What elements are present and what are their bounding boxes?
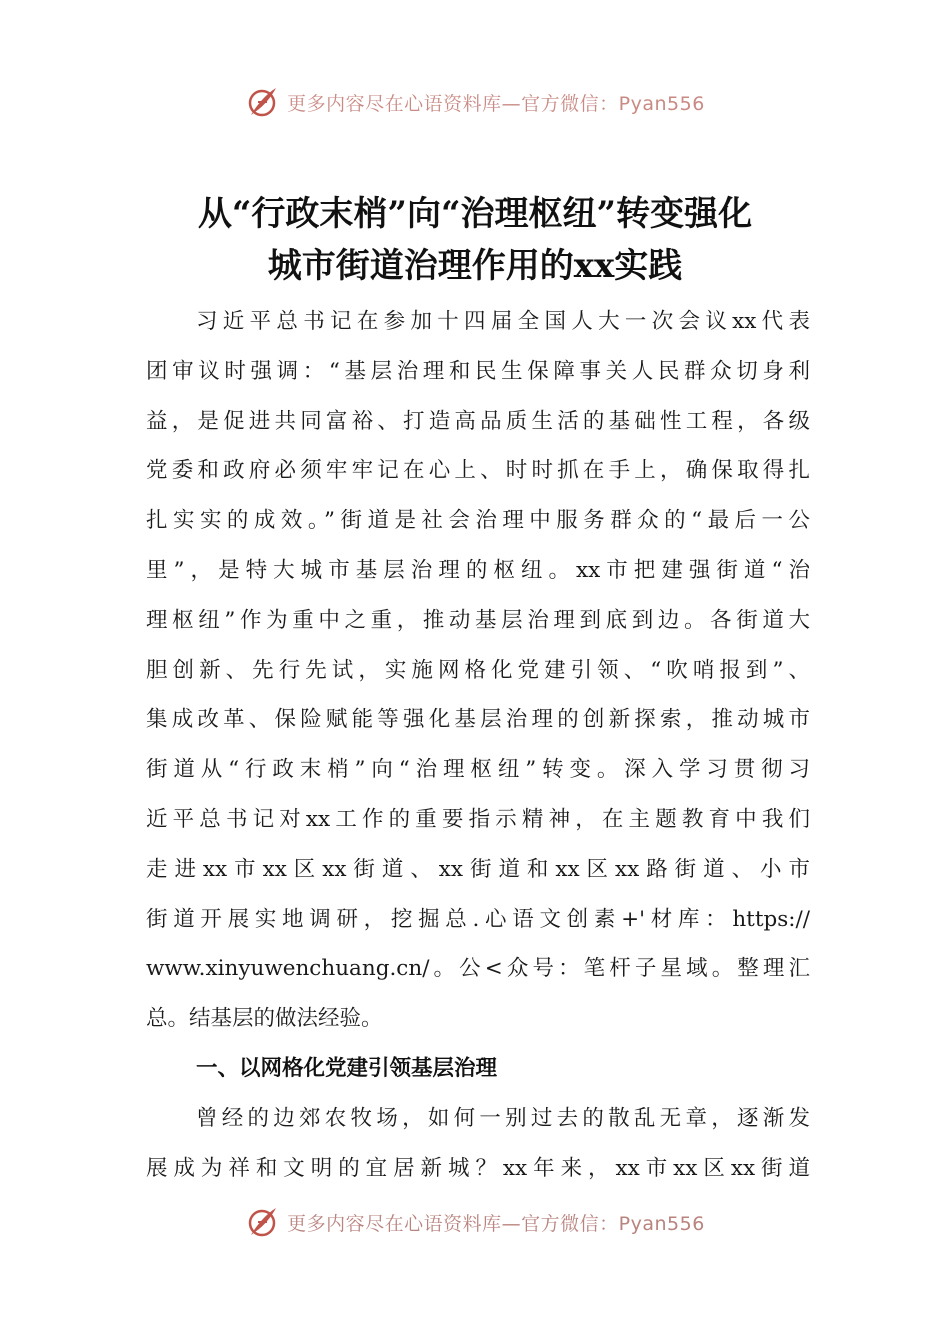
watermark-banner-top [0,80,950,124]
watermark-text: 更多内容尽在心语资料库—官方微信：Pyan556 [287,1212,705,1235]
body-line: 集成改革、保险赋能等强化基层治理的创新探索，推动城市 [146,707,810,733]
body-line: 走进xx市xx区xx街道、xx街道和xx区xx路街道、小市 [146,856,810,882]
body-line: 街道开展实地调研，挖掘总.心语文创素+'材库：https:// [146,906,810,932]
title-line-2: 城市街道治理作用的xx实践 [267,246,683,286]
body-line: 扎实实的成效。”街道是社会治理中服务群众的“最后一公 [146,508,810,534]
body-line: www.xinyuwenchuang.cn/。公<众号：笔杆子星域。整理汇 [146,956,810,982]
document-body [146,297,810,1193]
watermark-text: 更多内容尽在心语资料库—官方微信：Pyan556 [287,92,705,115]
section-heading: 一、以网格化党建引领基层治理 [196,1055,498,1081]
body-line: 展成为祥和文明的宜居新城？xx年来，xx市xx区xx街道 [146,1155,810,1181]
body-line: 里”，是特大城市基层治理的枢纽。xx市把建强街道“治 [146,557,810,583]
body-line: 理枢纽”作为重中之重，推动基层治理到底到边。各街道大 [146,607,810,633]
body-line: 团审议时强调：“基层治理和民生保障事关人民群众切身利 [146,358,810,384]
body-line: 总。结基层的做法经验。 [146,1006,383,1032]
title-line-1: 从“行政末梢”向“治理枢纽”转变强化 [197,194,753,234]
body-line: 胆创新、先行先试，实施网格化党建引领、“吹哨报到”、 [146,657,810,683]
body-line: 益，是促进共同富裕、打造高品质生活的基础性工程，各级 [146,408,810,434]
body-line: 近平总书记对xx工作的重要指示精神，在主题教育中我们 [146,806,810,832]
body-line: 曾经的边郊农牧场，如何一别过去的散乱无章，逐渐发 [196,1105,810,1131]
document-title [120,188,830,292]
watermark-banner-bottom [0,1200,950,1244]
quill-circle-logo-icon [245,1205,279,1239]
body-line: 习近平总书记在参加十四届全国人大一次会议xx代表 [196,309,810,334]
body-line: 街道从“行政末梢”向“治理枢纽”转变。深入学习贯彻习 [146,757,810,783]
quill-circle-logo-icon [245,85,279,119]
body-line: 党委和政府必须牢牢记在心上、时时抓在手上，确保取得扎 [146,458,810,484]
